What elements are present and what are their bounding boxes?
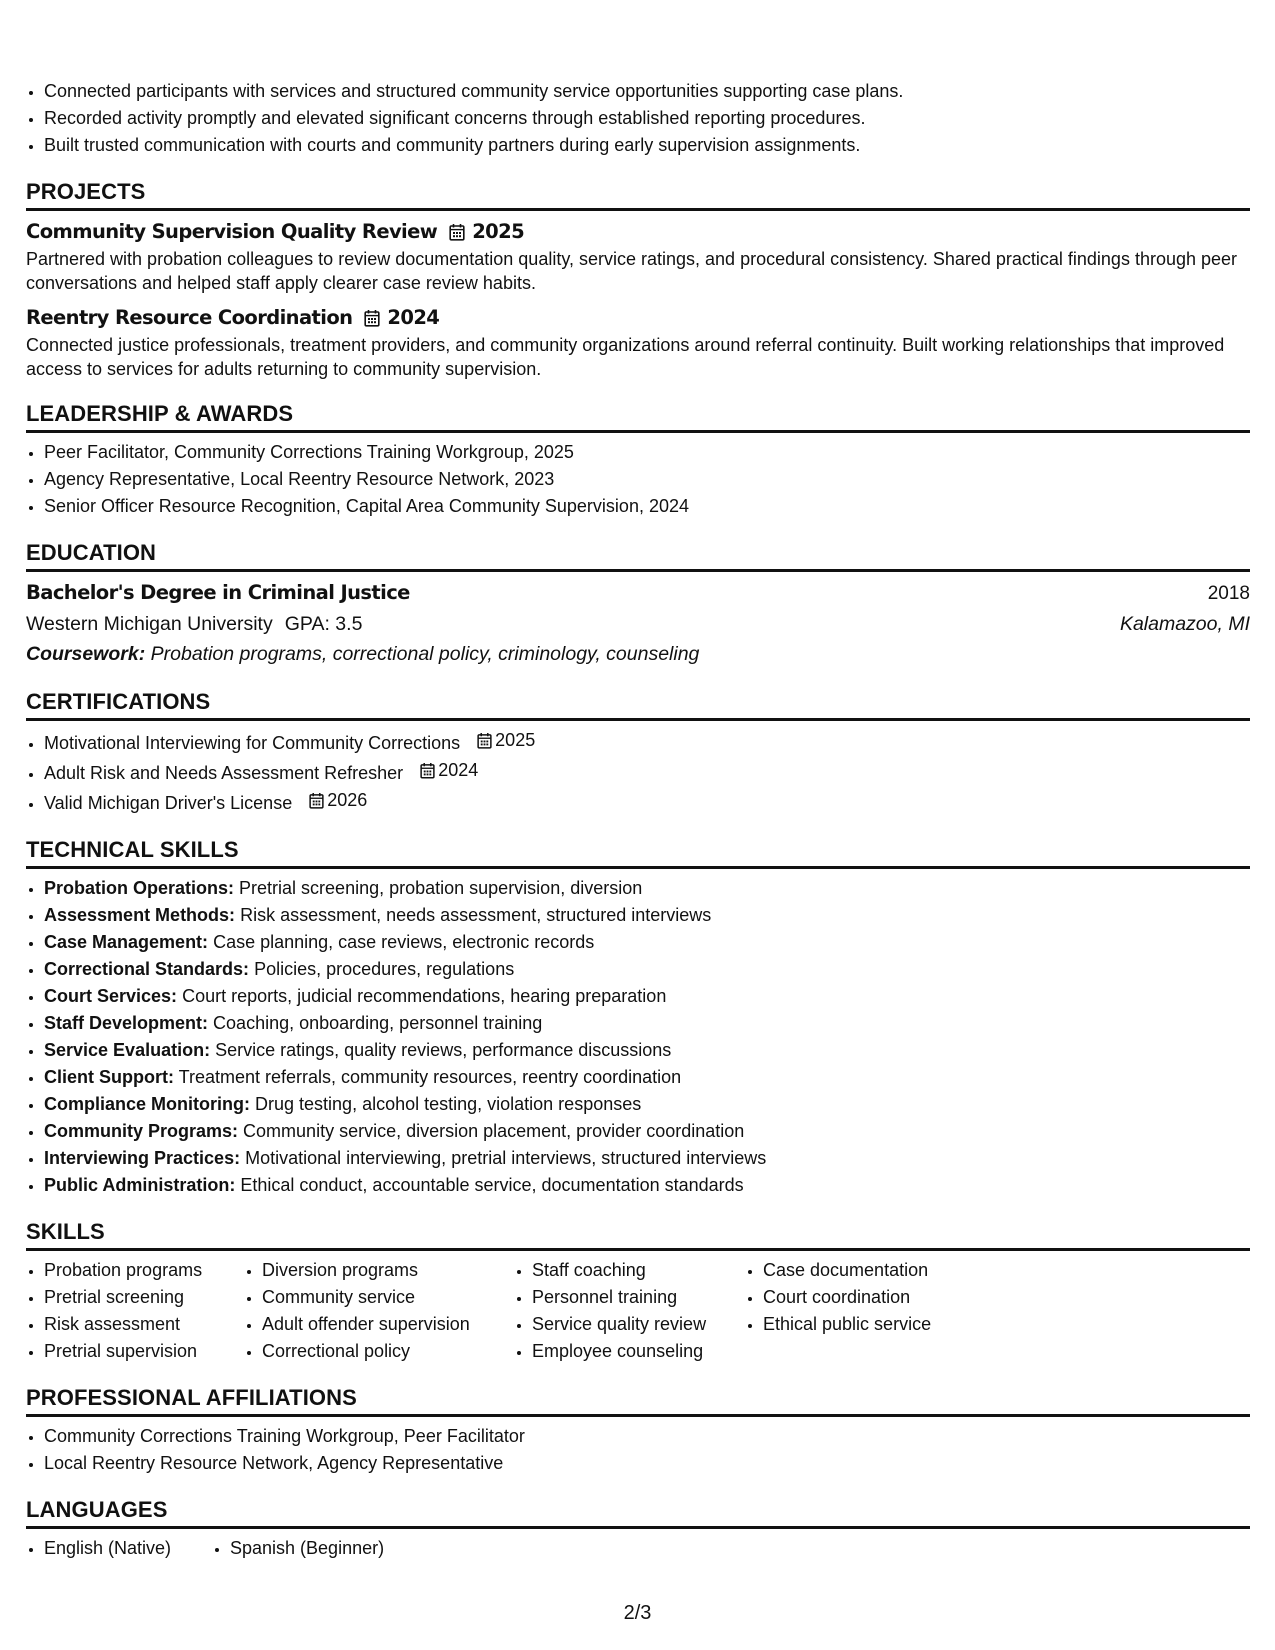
skills-column	[514, 1257, 745, 1365]
list-item	[44, 1010, 1250, 1037]
list-item: • Risk assessment	[44, 1311, 244, 1338]
list-item: • Ethical public service	[763, 1311, 993, 1338]
list-item: • Built trusted communication with courts and community partners during early supervision assignments.	[44, 132, 1250, 159]
list-item: • Community service	[262, 1284, 514, 1311]
skill-category: Public Administration:	[44, 1175, 236, 1195]
certification-name: Adult Risk and Needs Assessment Refresher	[44, 763, 404, 783]
education-header-row	[26, 578, 1250, 609]
coursework-text: Probation programs, correctional policy, criminology, counseling	[150, 643, 700, 665]
list-item: • Personnel training	[532, 1284, 745, 1311]
skill-category: Compliance Monitoring:	[44, 1094, 250, 1114]
list-item: • Probation programs	[44, 1257, 244, 1284]
section-title: EDUCATION	[26, 538, 1250, 572]
section-title: PROJECTS	[26, 177, 1250, 211]
list-item	[44, 1037, 1250, 1064]
list-item: • Senior Officer Resource Recognition, Capital Area Community Supervision, 2024	[44, 493, 1250, 520]
skills-grid	[26, 1257, 1250, 1365]
languages-section	[26, 1495, 1250, 1562]
skill-category: Probation Operations:	[44, 878, 235, 898]
skill-category: Community Programs:	[44, 1121, 239, 1141]
skill-category: Interviewing Practices:	[44, 1148, 241, 1168]
date-text: 2025	[495, 730, 536, 750]
list-item: • Adult offender supervision	[262, 1311, 514, 1338]
affiliations-section	[26, 1383, 1250, 1477]
list-item	[44, 902, 1250, 929]
calendar-icon	[364, 309, 380, 327]
date-text: 2024	[387, 306, 440, 329]
skill-category: Correctional Standards:	[44, 959, 250, 979]
skill-values: Motivational interviewing, pretrial interviews, structured interviews	[245, 1148, 767, 1168]
list-item: • Correctional policy	[262, 1338, 514, 1365]
leadership-section	[26, 399, 1250, 520]
list-item: • Employee counseling	[532, 1338, 745, 1365]
list-item	[44, 1064, 1250, 1091]
section-title: SKILLS	[26, 1217, 1250, 1251]
skill-category: Case Management:	[44, 932, 209, 952]
list-item: • Local Reentry Resource Network, Agency Representative	[44, 1450, 1250, 1477]
projects-section	[26, 177, 1250, 381]
page-number: 2/3	[623, 1602, 652, 1624]
skill-category: Service Evaluation:	[44, 1040, 211, 1060]
certification-name: Valid Michigan Driver's License	[44, 793, 293, 813]
project-date	[364, 303, 439, 333]
project-heading	[26, 217, 1250, 247]
languages-column	[212, 1535, 384, 1562]
list-item	[44, 875, 1250, 902]
calendar-icon	[309, 792, 324, 809]
skills-column	[26, 1257, 244, 1365]
school-name: Western Michigan University	[26, 613, 273, 635]
graduation-year: 2018	[1207, 583, 1250, 604]
list-item: • Pretrial screening	[44, 1284, 244, 1311]
list-item	[44, 1118, 1250, 1145]
school-line	[26, 609, 362, 639]
certification-date	[309, 787, 367, 814]
skill-values: Risk assessment, needs assessment, structured interviews	[240, 905, 712, 925]
list-item: • Agency Representative, Local Reentry Resource Network, 2023	[44, 466, 1250, 493]
skill-values: Case planning, case reviews, electronic records	[213, 932, 595, 952]
list-item: • Peer Facilitator, Community Corrections Training Workgroup, 2025	[44, 439, 1250, 466]
calendar-icon	[477, 732, 492, 749]
technical-skills-list	[26, 875, 1250, 1199]
list-item	[44, 929, 1250, 956]
project-heading	[26, 303, 1250, 333]
section-title: LANGUAGES	[26, 1495, 1250, 1529]
skill-values: Service ratings, quality reviews, performance discussions	[215, 1040, 672, 1060]
skill-category: Client Support:	[44, 1067, 174, 1087]
section-title: PROFESSIONAL AFFILIATIONS	[26, 1383, 1250, 1417]
list-item: • Service quality review	[532, 1311, 745, 1338]
school-location: Kalamazoo, MI	[1119, 613, 1250, 635]
list-item	[44, 1145, 1250, 1172]
certifications-list	[26, 727, 1250, 817]
skill-values: Court reports, judicial recommendations, hearing preparation	[182, 986, 667, 1006]
list-item: • Community Corrections Training Workgroup, Peer Facilitator	[44, 1423, 1250, 1450]
date-text: 2024	[438, 760, 479, 780]
degree: Bachelor's Degree in Criminal Justice	[26, 581, 410, 604]
skill-values: Community service, diversion placement, provider coordination	[243, 1121, 745, 1141]
list-item: • Recorded activity promptly and elevated significant concerns through established reporting procedures.	[44, 105, 1250, 132]
skill-values: Treatment referrals, community resources, reentry coordination	[178, 1067, 682, 1087]
skill-values: Policies, procedures, regulations	[254, 959, 515, 979]
skill-category: Court Services:	[44, 986, 178, 1006]
date-text: 2026	[327, 790, 368, 810]
languages-row	[26, 1535, 1250, 1562]
list-item: • Pretrial supervision	[44, 1338, 244, 1365]
skill-category: Staff Development:	[44, 1013, 209, 1033]
skill-values: Drug testing, alcohol testing, violation responses	[255, 1094, 642, 1114]
section-title: TECHNICAL SKILLS	[26, 835, 1250, 869]
skill-values: Pretrial screening, probation supervision, diversion	[239, 878, 643, 898]
leadership-list	[26, 439, 1250, 520]
skills-section	[26, 1217, 1250, 1365]
list-item	[44, 757, 1250, 787]
technical-skills-section	[26, 835, 1250, 1199]
date-text: 2025	[472, 220, 525, 243]
education-section	[26, 538, 1250, 669]
certification-name: Motivational Interviewing for Community Corrections	[44, 733, 461, 753]
gpa: GPA: 3.5	[284, 613, 363, 635]
list-item: • Staff coaching	[532, 1257, 745, 1284]
list-item: • Court coordination	[763, 1284, 993, 1311]
list-item	[44, 787, 1250, 817]
skills-column	[244, 1257, 514, 1365]
list-item	[44, 1091, 1250, 1118]
certifications-section	[26, 687, 1250, 817]
skill-category: Assessment Methods:	[44, 905, 236, 925]
calendar-icon	[449, 223, 465, 241]
list-item	[44, 1172, 1250, 1199]
skill-values: Coaching, onboarding, personnel training	[213, 1013, 543, 1033]
section-title: CERTIFICATIONS	[26, 687, 1250, 721]
list-item	[44, 983, 1250, 1010]
experience-continuation-list	[26, 78, 1250, 159]
list-item: • English (Native)	[44, 1535, 212, 1562]
list-item: • Diversion programs	[262, 1257, 514, 1284]
project-name: Reentry Resource Coordination	[26, 306, 353, 329]
coursework	[26, 639, 1250, 669]
list-item: • Connected participants with services and structured community service opportunities supporting case plans.	[44, 78, 1250, 105]
skills-column	[745, 1257, 993, 1365]
project-date	[449, 217, 524, 247]
project-name: Community Supervision Quality Review	[26, 220, 438, 243]
list-item: • Spanish (Beginner)	[230, 1535, 384, 1562]
project-description: Connected justice professionals, treatment providers, and community organizations around referral continuity. Built working relationships that improved access to services for adults returning to community supervision.	[26, 335, 1225, 379]
list-item	[44, 956, 1250, 983]
resume-page	[26, 0, 1250, 1562]
education-school-row	[26, 609, 1250, 639]
affiliations-list	[26, 1423, 1250, 1477]
certification-date	[477, 727, 535, 754]
project-description: Partnered with probation colleagues to review documentation quality, service ratings, and procedural consistency. Shared practical findings through peer conversations and helped staff apply clearer case review habits.	[26, 249, 1238, 293]
section-title: LEADERSHIP & AWARDS	[26, 399, 1250, 433]
skill-values: Ethical conduct, accountable service, documentation standards	[240, 1175, 744, 1195]
languages-column	[26, 1535, 212, 1562]
list-item: • Case documentation	[763, 1257, 993, 1284]
list-item	[44, 727, 1250, 757]
coursework-label: Coursework:	[26, 643, 146, 665]
calendar-icon	[420, 762, 435, 779]
certification-date	[420, 757, 478, 784]
